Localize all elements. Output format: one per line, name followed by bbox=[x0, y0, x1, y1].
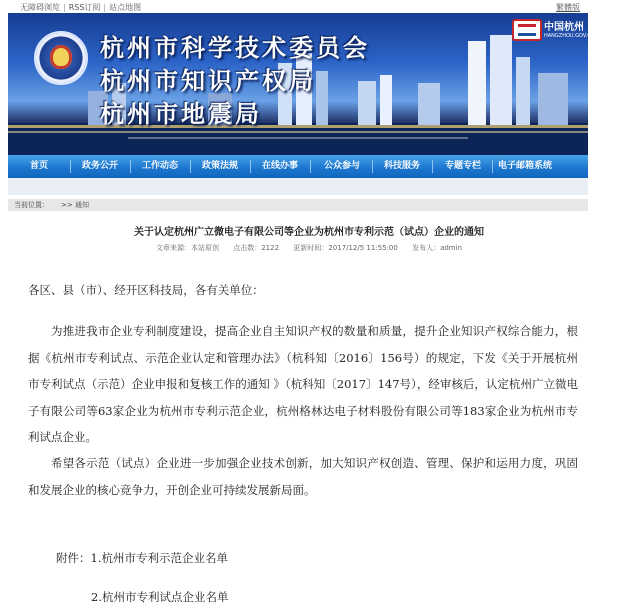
accessibility-link[interactable]: 无障碍浏览 bbox=[20, 3, 60, 12]
article-paragraph: 希望各示范（试点）企业进一步加强企业技术创新，加大知识产权创造、管理、保护和运用力度，巩固和发展企业的核心竞争力，开创企业可持续发展新局面。 bbox=[28, 456, 578, 497]
rss-link[interactable]: RSS订阅 bbox=[68, 3, 101, 12]
nav-divider bbox=[492, 160, 493, 173]
committee-emblem-icon bbox=[34, 31, 88, 85]
nav-divider bbox=[250, 160, 251, 173]
nav-divider bbox=[310, 160, 311, 173]
divider: | bbox=[63, 3, 66, 12]
main-nav bbox=[8, 155, 588, 178]
article-salutation: 各区、县（市）、经开区科技局，各有关单位： bbox=[28, 283, 264, 297]
top-utility-bar bbox=[0, 0, 618, 13]
site-banner bbox=[8, 13, 595, 155]
nav-divider bbox=[190, 160, 191, 173]
article-paragraph: 为推进我市企业专利制度建设，提高企业自主知识产权的数量和质量，提升企业知识产权综合能力，根据《杭州市专利试点、示范企业认定和管理办法》（杭科知〔2016〕156号）的规定，下发《关于开展杭州市专利试点（示范）企业申报和复核工作的通知 》（杭科知〔2017〕147号），经审核后，认定杭州广立微电子有限公司等63家企业为杭州市专利示范企业，杭州格林达电子材料股份有限公司等183家企业为杭州市专利试点企业。 bbox=[28, 324, 578, 444]
traditional-chinese-link[interactable]: 繁體版 bbox=[556, 3, 580, 12]
nav-subbar bbox=[8, 178, 588, 195]
nav-item-work-news[interactable]: 工作动态 bbox=[142, 161, 179, 171]
breadcrumb-label: 当前位置： bbox=[14, 201, 49, 209]
hangzhou-logo[interactable] bbox=[512, 15, 595, 49]
nav-divider bbox=[70, 160, 71, 173]
nav-item-participation[interactable]: 公众参与 bbox=[324, 161, 361, 171]
hangzhou-logo-icon bbox=[512, 19, 542, 41]
article-source: 文章来源：本站原创 bbox=[155, 244, 219, 252]
hangzhou-logo-en: HANGZHOU.GOV.CN bbox=[544, 33, 595, 39]
banner-titles bbox=[100, 31, 370, 130]
nav-item-tech-services[interactable]: 科技服务 bbox=[384, 161, 421, 171]
nav-item-policies[interactable]: 政策法规 bbox=[202, 161, 239, 171]
attachment-link-2[interactable]: 2.杭州市专利试点企业名单 bbox=[91, 590, 229, 604]
nav-item-gov-affairs[interactable]: 政务公开 bbox=[82, 161, 119, 171]
article-meta bbox=[0, 243, 618, 253]
banner-title-seismic-bureau: 杭州市地震局 bbox=[100, 99, 262, 128]
article-time: 更新时间：2017/12/5 11:55:00 bbox=[293, 244, 398, 252]
article-publisher: 发布人：admin bbox=[412, 244, 463, 252]
article-views: 点击数：2122 bbox=[233, 244, 280, 252]
nav-divider bbox=[130, 160, 131, 173]
breadcrumb bbox=[8, 199, 588, 211]
nav-item-online-services[interactable]: 在线办事 bbox=[262, 161, 299, 171]
nav-item-special-topics[interactable]: 专题专栏 bbox=[445, 161, 482, 171]
breadcrumb-path[interactable]: >> 通知 bbox=[61, 201, 89, 209]
sitemap-link[interactable]: 站点地图 bbox=[109, 3, 142, 12]
nav-divider bbox=[432, 160, 433, 173]
hangzhou-logo-name: 中国杭州 bbox=[544, 22, 584, 33]
utility-links bbox=[20, 2, 141, 13]
nav-item-home[interactable]: 首页 bbox=[30, 161, 49, 171]
article-title: 关于认定杭州广立微电子有限公司等企业为杭州市专利示范（试点）企业的通知 bbox=[134, 227, 484, 238]
banner-title-science-committee: 杭州市科学技术委员会 bbox=[100, 33, 370, 62]
attachment-link-1[interactable]: 附件：1.杭州市专利示范企业名单 bbox=[56, 551, 228, 565]
nav-item-email-system[interactable]: 电子邮箱系统 bbox=[498, 161, 553, 171]
nav-divider bbox=[372, 160, 373, 173]
banner-title-ip-bureau: 杭州市知识产权局 bbox=[100, 66, 316, 95]
divider: | bbox=[103, 3, 107, 12]
